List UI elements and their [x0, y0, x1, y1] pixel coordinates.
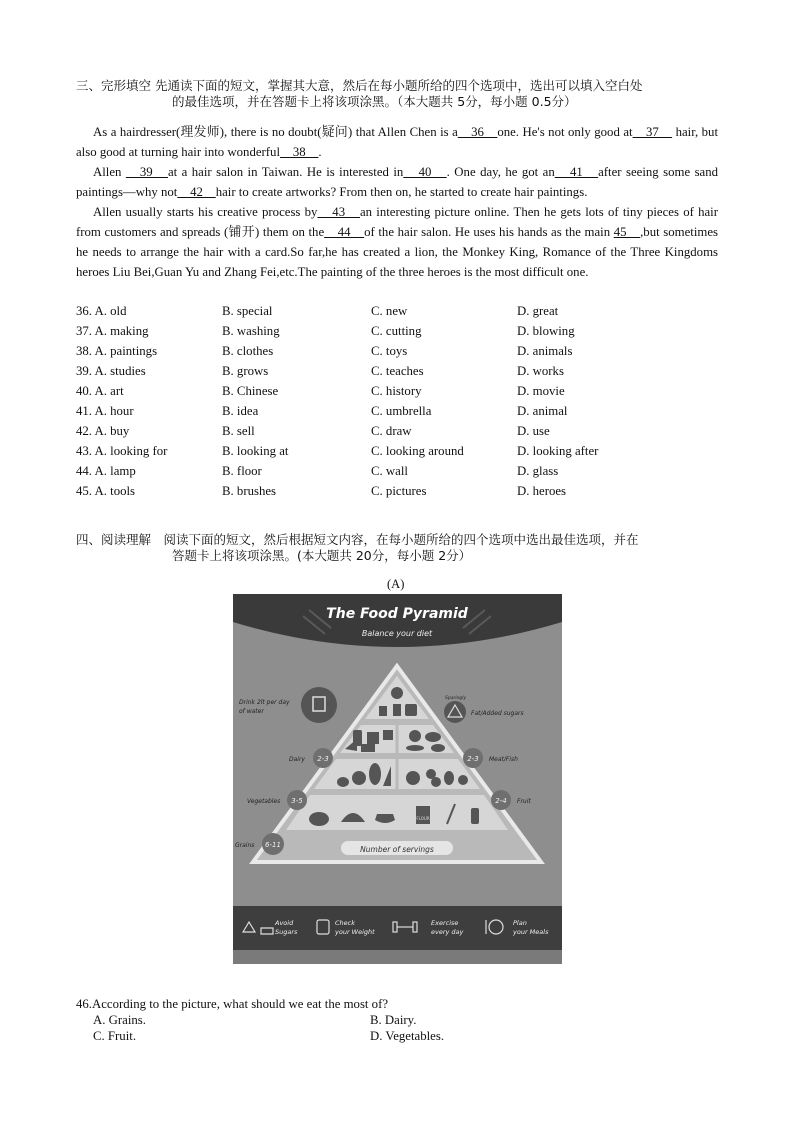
option-row: 38. A. paintings B. clothes C. toys D. animals: [76, 344, 573, 358]
vegetables-label: Vegetables: [247, 798, 281, 805]
blank-39: 39: [125, 165, 168, 179]
option-row: 43. A. looking for B. looking at C. looking around D. looking after: [76, 444, 599, 458]
section4-title-line2: 答题卡上将该项涂黑。(本大题共 20分，每小题 2分）: [172, 548, 472, 563]
blank-41: 41: [554, 165, 599, 179]
svg-text:2-4: 2-4: [495, 797, 507, 805]
sugar-icon: [379, 706, 387, 716]
option-row: 45. A. tools B. brushes C. pictures D. heroes: [76, 484, 567, 498]
svg-text:2-3: 2-3: [467, 755, 479, 763]
meat-label: Meat/Fish: [489, 756, 518, 763]
blank-44: 44: [324, 225, 365, 239]
passage-paragraph-3: Allen usually starts his creative process by 43 an interesting picture online. Then he gets lots of tiny pieces of hair from customers and spreads (铺开) them on the 44 of the hair salon. He uses his hands as the main 45 ,but sometimes he needs to arrange the hair with a card.So far,he has created a lion, the Monkey King, Romance of the Three Kingdoms heroes Liu Bei,Guan Yu and Zhang Fei,etc.The painting of the three heroes is the most difficult one.: [76, 205, 718, 279]
option-row: 42. A. buy B. sell C. draw D. use: [76, 424, 550, 438]
passage-a-label: (A): [387, 577, 405, 591]
svg-text:Sparingly: Sparingly: [445, 696, 467, 701]
passage-paragraph-1: As a hairdresser(理发师), there is no doubt(疑问) that Allen Chen is a 36 one. He's not only good at 37 hair, but also good at turning hair into wonderful 38 .: [76, 125, 719, 159]
cupcake-icon: [391, 687, 403, 699]
fruit-label: Fruit: [517, 798, 531, 805]
svg-text:3-5: 3-5: [291, 797, 303, 805]
svg-text:2-3: 2-3: [317, 755, 329, 763]
drink-label: Drink 2lt per day of water: [239, 699, 290, 715]
blank-37: 37: [632, 125, 673, 139]
food-pyramid-image: [233, 594, 562, 964]
question-46-stem: 46.According to the picture, what should we eat the most of?: [76, 997, 389, 1011]
flour-icon: [416, 806, 430, 824]
servings-label: Number of servings: [360, 845, 434, 854]
pyramid-subtitle: Balance your diet: [361, 629, 433, 638]
question-46-option-b: B. Dairy.: [370, 1013, 417, 1027]
fat-label: Fat/Added sugars: [471, 710, 524, 717]
svg-text:Avoid Sugars Check: Avoid Sugars Check your Weight Exercise every day Plan your Meals: [275, 919, 549, 936]
svg-text:6-11: 6-11: [265, 841, 281, 849]
option-row: 41. A. hour B. idea C. umbrella D. animal: [76, 404, 568, 418]
pyramid-title: The Food Pyramid: [326, 606, 468, 622]
dairy-label: Dairy: [289, 756, 305, 763]
section3-title-line2: 的最佳选项，并在答题卡上将该项涂黑。（本大题共 5分，每小题 0.5分）: [172, 94, 577, 109]
option-row: 40. A. art B. Chinese C. history D. movie: [76, 384, 565, 398]
option-row: 44. A. lamp B. floor C. wall D. glass: [76, 464, 559, 478]
blank-42: 42: [177, 185, 216, 199]
question-46-option-d: D. Vegetables.: [370, 1029, 445, 1043]
blank-43: 43: [317, 205, 360, 219]
blank-45: 45: [613, 225, 641, 239]
fish-icon: [406, 745, 424, 751]
question-46-option-a: A. Grains.: [93, 1013, 146, 1027]
meat-icon: [409, 730, 421, 742]
water-icon: [301, 687, 337, 723]
vegetable-icon: [337, 777, 349, 787]
blank-38: 38: [280, 145, 319, 159]
passage-paragraph-2: Allen 39 at a hair salon in Taiwan. He is interested in 40 . One day, he got an 41 after seeing some sand paintings—why not 42 hair to create artworks? From then on, he started to create hair paintings.: [76, 165, 719, 199]
blank-40: 40: [403, 165, 447, 179]
svg-text:FLOUR: FLOUR: [416, 816, 430, 821]
fruit-icon: [406, 771, 420, 785]
blank-36: 36: [457, 125, 498, 139]
option-row: 39. A. studies B. grows C. teaches D. works: [76, 364, 564, 378]
option-row: 37. A. making B. washing C. cutting D. blowing: [76, 324, 575, 338]
grains-label: Grains: [235, 842, 255, 849]
option-row: 36. A. old B. special C. new D. great: [76, 304, 559, 318]
question-46-option-c: C. Fruit.: [93, 1029, 137, 1043]
section4-title-line1: 四、阅读理解 阅读下面的短文，然后根据短文内容，在每小题所给的四个选项中选出最佳选项，并在: [76, 532, 639, 547]
bread-icon: [309, 812, 329, 826]
section3-title-line1: 三、完形填空 先通读下面的短文，掌握其大意，然后在每小题所给的四个选项中，选出可以填入空白处: [76, 78, 643, 93]
